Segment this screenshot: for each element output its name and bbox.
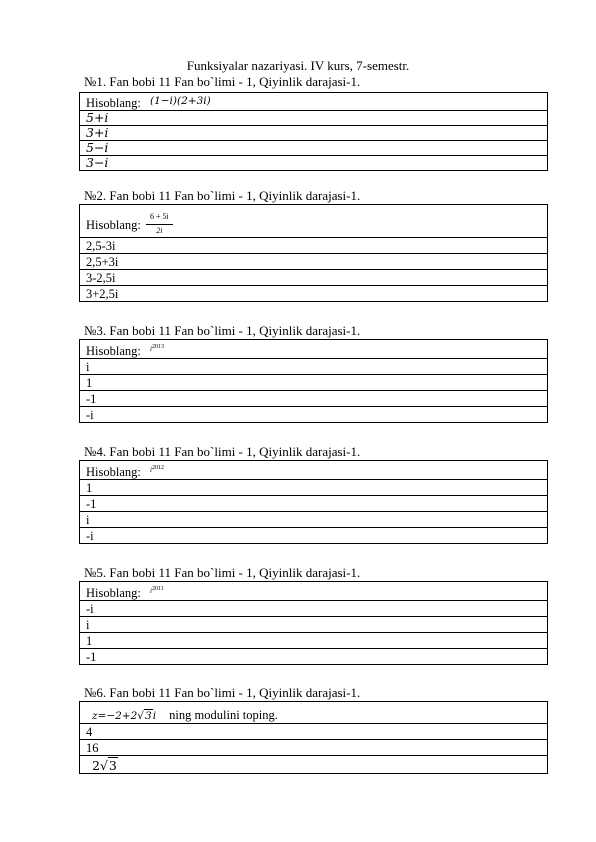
question-1-option-d[interactable]: 3−i <box>80 156 548 171</box>
question-5-option-c[interactable]: 1 <box>80 633 548 649</box>
question-5-prompt: Hisoblang: <box>86 586 141 600</box>
question-4-option-b[interactable]: -1 <box>80 496 548 512</box>
question-6-option-c-radicand: 3 <box>108 758 117 773</box>
sqrt-sign-icon: √ <box>137 710 144 722</box>
question-4-heading: №4. Fan bobi 11 Fan bo`limi - 1, Qiyinlik darajasi-1. <box>84 444 361 459</box>
question-3-exponent: 2013 <box>151 344 164 350</box>
question-3-prompt-cell <box>80 340 548 359</box>
question-1-prompt: Hisoblang: <box>86 96 141 110</box>
question-6-table <box>79 701 548 774</box>
question-3-option-a[interactable]: i <box>80 359 548 375</box>
question-2-prompt: Hisoblang: <box>86 218 141 232</box>
question-5-option-a[interactable]: -i <box>80 601 548 617</box>
question-5-option-b[interactable]: i <box>80 617 548 633</box>
question-5-exponent: 2011 <box>151 586 164 592</box>
question-1-option-c[interactable]: 5−i <box>80 141 548 156</box>
question-1-option-a[interactable]: 5+i <box>80 111 548 126</box>
question-1-prompt-cell <box>80 93 548 111</box>
question-6-option-a[interactable]: 4 <box>80 724 548 740</box>
question-5-base: i <box>149 587 152 595</box>
question-6-prompt: ning modulini toping. <box>169 708 278 722</box>
question-6-expression <box>92 710 156 722</box>
question-2-option-c[interactable]: 3-2,5i <box>80 270 548 286</box>
question-4-table <box>79 460 548 544</box>
page-title: Funksiyalar nazariyasi. IV kurs, 7-semestr. <box>186 58 410 73</box>
question-3-table <box>79 339 548 423</box>
question-6-option-c-coef: 2 <box>92 758 100 773</box>
question-4-base: i <box>149 466 152 474</box>
question-2-numerator: 6 + 5i <box>146 212 173 225</box>
question-6-heading: №6. Fan bobi 11 Fan bo`limi - 1, Qiyinlik darajasi-1. <box>84 685 361 700</box>
question-4-option-d[interactable]: -i <box>80 528 548 544</box>
question-4-prompt: Hisoblang: <box>86 465 141 479</box>
question-2-table <box>79 204 548 302</box>
question-3-heading: №3. Fan bobi 11 Fan bo`limi - 1, Qiyinlik darajasi-1. <box>84 323 361 338</box>
question-1-expression: (1−i)(2+3i) <box>149 95 211 107</box>
question-5-heading: №5. Fan bobi 11 Fan bo`limi - 1, Qiyinlik darajasi-1. <box>84 565 361 580</box>
question-2-option-a[interactable]: 2,5-3i <box>80 238 548 254</box>
question-6-expr-radicand: 3 <box>145 710 152 722</box>
question-2-option-b[interactable]: 2,5+3i <box>80 254 548 270</box>
question-4-prompt-cell <box>80 461 548 480</box>
question-2-denominator: 2i <box>156 226 163 235</box>
question-6-expr-prefix: z=−2+2 <box>92 710 138 722</box>
question-5-option-d[interactable]: -1 <box>80 649 548 665</box>
question-6-prompt-cell <box>80 702 548 724</box>
question-5-prompt-cell <box>80 582 548 601</box>
question-2-option-d[interactable]: 3+2,5i <box>80 286 548 302</box>
sqrt-sign-icon: √ <box>99 758 108 773</box>
question-2-fraction <box>146 212 173 237</box>
question-1-heading: №1. Fan bobi 11 Fan bo`limi - 1, Qiyinlik darajasi-1. <box>84 74 361 89</box>
question-2-prompt-cell <box>80 205 548 238</box>
question-1-table <box>79 92 548 171</box>
question-2-heading: №2. Fan bobi 11 Fan bo`limi - 1, Qiyinlik darajasi-1. <box>84 188 361 203</box>
question-3-option-d[interactable]: -i <box>80 407 548 423</box>
question-6-option-b[interactable]: 16 <box>80 740 548 756</box>
question-6-expr-suffix: i <box>152 710 157 722</box>
question-3-option-b[interactable]: 1 <box>80 375 548 391</box>
question-3-prompt: Hisoblang: <box>86 344 141 358</box>
question-5-table <box>79 581 548 665</box>
question-3-base: i <box>149 345 152 353</box>
question-4-exponent: 2012 <box>151 465 164 471</box>
question-3-option-c[interactable]: -1 <box>80 391 548 407</box>
question-6-option-c[interactable] <box>80 756 548 774</box>
question-4-option-c[interactable]: i <box>80 512 548 528</box>
question-1-option-b[interactable]: 3+i <box>80 126 548 141</box>
question-4-option-a[interactable]: 1 <box>80 480 548 496</box>
